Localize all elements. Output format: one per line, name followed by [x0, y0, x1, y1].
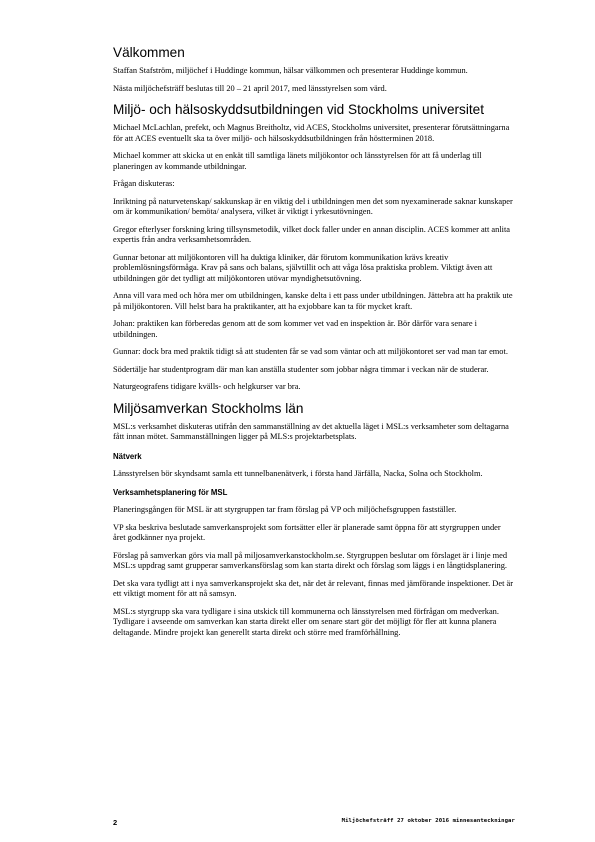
paragraph: Naturgeografens tidigare kvälls- och helgkurser var bra. — [113, 382, 301, 391]
paragraph: Frågan diskuteras: — [113, 179, 175, 188]
section-utbildningen — [113, 101, 513, 393]
paragraph: Nästa miljöchefsträff beslutas till 20 – 21 april 2017, med länsstyrelsen som värd. — [113, 83, 387, 93]
paragraph: Michael McLachlan, prefekt, och Magnus Breitholtz, vid ACES, Stockholms universitet, presenterar förutsättningarna för att ACES eventuellt ska ta över miljö- och hälsoskyddsutbildningen från höstterminen 2018. — [113, 123, 510, 143]
section-heading: Miljö- och hälsoskyddsutbildningen vid Stockholms universitet — [113, 102, 484, 117]
paragraph: Förslag på samverkan görs via mall på miljosamverkanstockholm.se. Styrgruppen beslutar om förslaget är i linje med MSL:s uppdrag samt grupperar samverkansförslag som kan starta direkt och förslag som läggs i en långtidsplanering. — [113, 550, 508, 570]
paragraph: Anna vill vara med och höra mer om utbildningen, kanske delta i ett pass under utbildningen. Jättebra att ha praktik ute på miljökontoren. Vill helst bara ha praktikanter, att ha exjobbare kan ta för mycket kraft. — [113, 291, 513, 311]
page-footer — [113, 818, 515, 830]
paragraph: Inriktning på naturvetenskap/ sakkunskap är en viktig del i utbildningen men det som nyexaminerade saknar kunskaper om är kommunikation/ bemöta/ analysera, vilket är viktigt i yrkesutövningen. — [113, 196, 513, 216]
section-miljosamverkan — [113, 400, 513, 639]
section-valkommen — [113, 44, 513, 94]
paragraph: Södertälje har studentprogram där man kan anställa studenter som jobbar några timmar i veckan när de studerar. — [113, 364, 489, 374]
paragraph: VP ska beskriva beslutade samverkansprojekt som fortsätter eller är planerade samt öppna för att styrgruppen under året godkänner nya projekt. — [113, 522, 501, 542]
page-number: 2 — [113, 818, 118, 827]
paragraph: Det ska vara tydligt att i nya samverkansprojekt ska det, när det är relevant, finnas med jämförande inspektioner. Det är ett viktigt moment för att nå samsyn. — [113, 578, 513, 598]
paragraph: MSL:s verksamhet diskuteras utifrån den sammanställning av det aktuella läget i MSL:s verksamheter som deltagarna fått innan mötet. Sammanställningen ligger på MLS:s projektarbetsplats. — [113, 421, 509, 441]
paragraph: Planeringsgången för MSL är att styrgruppen tar fram förslag på VP och miljöchefsgruppen fastställer. — [113, 505, 457, 514]
subsection-heading: Verksamhetsplanering för MSL — [113, 488, 228, 497]
paragraph: Michael kommer att skicka ut en enkät till samtliga länets miljökontor och länsstyrelsen för att få underlag till planeringen av kommande utbildningar. — [113, 151, 482, 171]
page-content — [113, 44, 513, 645]
paragraph: Gregor efterlyser forskning kring tillsynsmetodik, vilket dock faller under en annan disciplin. ACES kommer att anlita expertis från andra verksamhetsområden. — [113, 224, 511, 244]
paragraph: Gunnar: dock bra med praktik tidigt så att studenten får se vad som väntar och att miljökontoret ser vad man tar emot. — [113, 347, 508, 356]
paragraph: MSL:s styrgrupp ska vara tydligare i sina utskick till kommunerna och länsstyrelsen med förfrågan om medverkan. Tydligare i avseende om samverkan kan starta direkt eller om senare start gör det möjligt för fler att kunna planera deltagande. Mindre projekt kan generellt starta direkt och större med framförhållning. — [113, 606, 499, 637]
paragraph: Staffan Stafström, miljöchef i Huddinge kommun, hälsar välkommen och presenterar Huddinge kommun. — [113, 66, 468, 75]
section-heading: Välkommen — [113, 45, 185, 60]
paragraph: Johan: praktiken kan förberedas genom att de som kommer vet vad en inspektion är. Bör därför vara senare i utbildningen. — [113, 319, 477, 339]
section-heading: Miljösamverkan Stockholms län — [113, 400, 304, 416]
paragraph: Länsstyrelsen bör skyndsamt samla ett tunnelbanenätverk, i första hand Järfälla, Nacka, Solna och Stockholm. — [113, 468, 483, 478]
running-title: Miljöchefsträff 27 oktober 2016 minnesanteckningar — [341, 818, 515, 824]
paragraph: Gunnar betonar att miljökontoren vill ha duktiga kliniker, där förutom kommunikation krävs kreativ problemlösningsförmåga. Krav på sans och balans, självtillit och att våga lösa praktiska problem. Viktigt även att utbildningen gör det tydligt att miljökontoren utövar myndighetsutövning. — [113, 252, 493, 283]
subsection-heading: Nätverk — [113, 451, 142, 461]
